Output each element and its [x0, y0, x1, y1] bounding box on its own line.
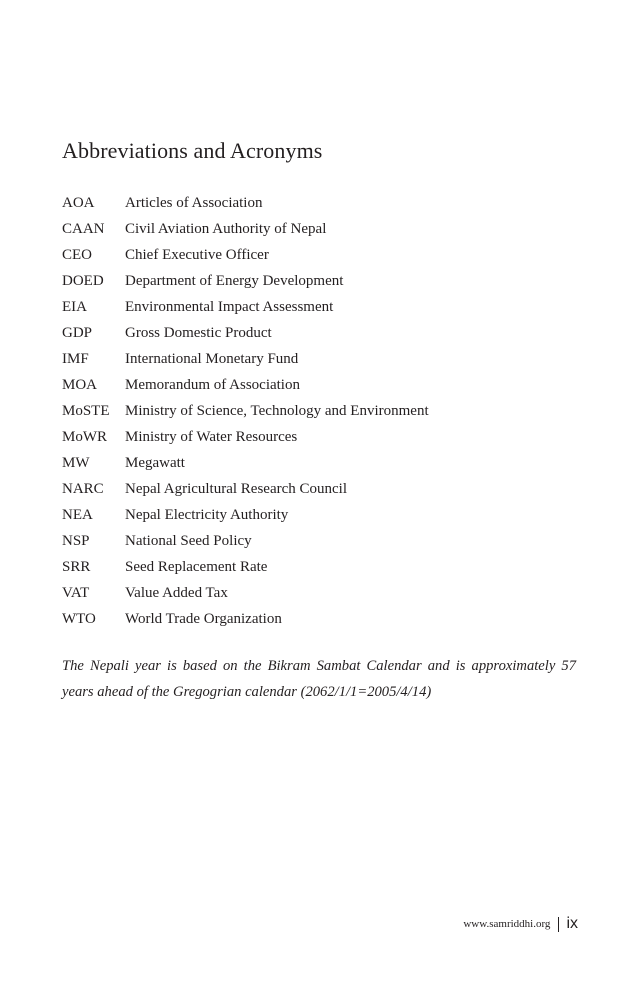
abbreviation-row: [62, 554, 582, 580]
abbreviation-meaning: Department of Energy Development: [125, 273, 344, 289]
abbreviation-row: [62, 528, 582, 554]
abbreviation-meaning: Megawatt: [125, 455, 185, 471]
abbreviation-code: DOED: [62, 273, 104, 289]
footer-url: www.samriddhi.org: [463, 918, 551, 930]
abbreviation-row: [62, 216, 582, 242]
abbreviation-row: [62, 320, 582, 346]
abbreviation-code: EIA: [62, 299, 87, 315]
abbreviation-row: [62, 606, 582, 632]
abbreviation-row: [62, 476, 582, 502]
abbreviation-row: [62, 190, 582, 216]
abbreviation-meaning: International Monetary Fund: [125, 351, 299, 367]
abbreviation-meaning: Value Added Tax: [125, 585, 228, 601]
abbreviation-row: [62, 424, 582, 450]
abbreviation-code: IMF: [62, 351, 89, 367]
footer-divider: [558, 917, 559, 932]
abbreviation-meaning: Ministry of Water Resources: [125, 429, 298, 445]
abbreviation-code: MoWR: [62, 429, 107, 445]
abbreviation-row: [62, 450, 582, 476]
abbreviation-code: WTO: [62, 611, 96, 627]
abbreviation-row: [62, 580, 582, 606]
abbreviation-row: [62, 268, 582, 294]
abbreviation-code: CEO: [62, 247, 92, 263]
abbreviation-row: [62, 294, 582, 320]
abbreviation-meaning: Articles of Association: [125, 195, 263, 211]
abbreviation-code: MW: [62, 455, 90, 471]
page-number: ix: [566, 915, 578, 932]
abbreviation-row: [62, 502, 582, 528]
page-footer: [463, 915, 578, 933]
abbreviation-meaning: Memorandum of Association: [125, 377, 300, 393]
abbreviation-row: [62, 372, 582, 398]
abbreviation-code: GDP: [62, 325, 93, 341]
page-title: Abbreviations and Acronyms: [62, 138, 323, 163]
abbreviation-row: [62, 346, 582, 372]
abbreviation-list: [62, 190, 582, 632]
abbreviation-code: MoSTE: [62, 403, 110, 419]
abbreviation-meaning: Chief Executive Officer: [125, 247, 269, 263]
calendar-note: The Nepali year is based on the Bikram Sambat Calendar and is approximately 57 years ahead of the Gregogrian calendar (2062/1/1=2005/4/14): [62, 658, 576, 700]
abbreviation-code: CAAN: [62, 221, 105, 237]
abbreviation-code: VAT: [62, 585, 90, 601]
abbreviation-code: AOA: [62, 195, 95, 211]
abbreviation-code: SRR: [62, 559, 91, 575]
abbreviation-meaning: Civil Aviation Authority of Nepal: [125, 221, 327, 237]
abbreviation-code: NSP: [62, 533, 90, 549]
abbreviation-meaning: Nepal Agricultural Research Council: [125, 481, 348, 497]
abbreviation-row: [62, 398, 582, 424]
abbreviation-code: NEA: [62, 507, 93, 523]
abbreviation-code: MOA: [62, 377, 98, 393]
abbreviation-meaning: Seed Replacement Rate: [125, 559, 268, 575]
abbreviation-meaning: World Trade Organization: [125, 611, 282, 627]
abbreviation-row: [62, 242, 582, 268]
abbreviation-meaning: Nepal Electricity Authority: [125, 507, 289, 523]
abbreviation-code: NARC: [62, 481, 104, 497]
abbreviation-meaning: Gross Domestic Product: [125, 325, 272, 341]
abbreviation-meaning: National Seed Policy: [125, 533, 252, 549]
abbreviation-meaning: Environmental Impact Assessment: [125, 299, 334, 315]
abbreviation-meaning: Ministry of Science, Technology and Environment: [125, 403, 429, 419]
